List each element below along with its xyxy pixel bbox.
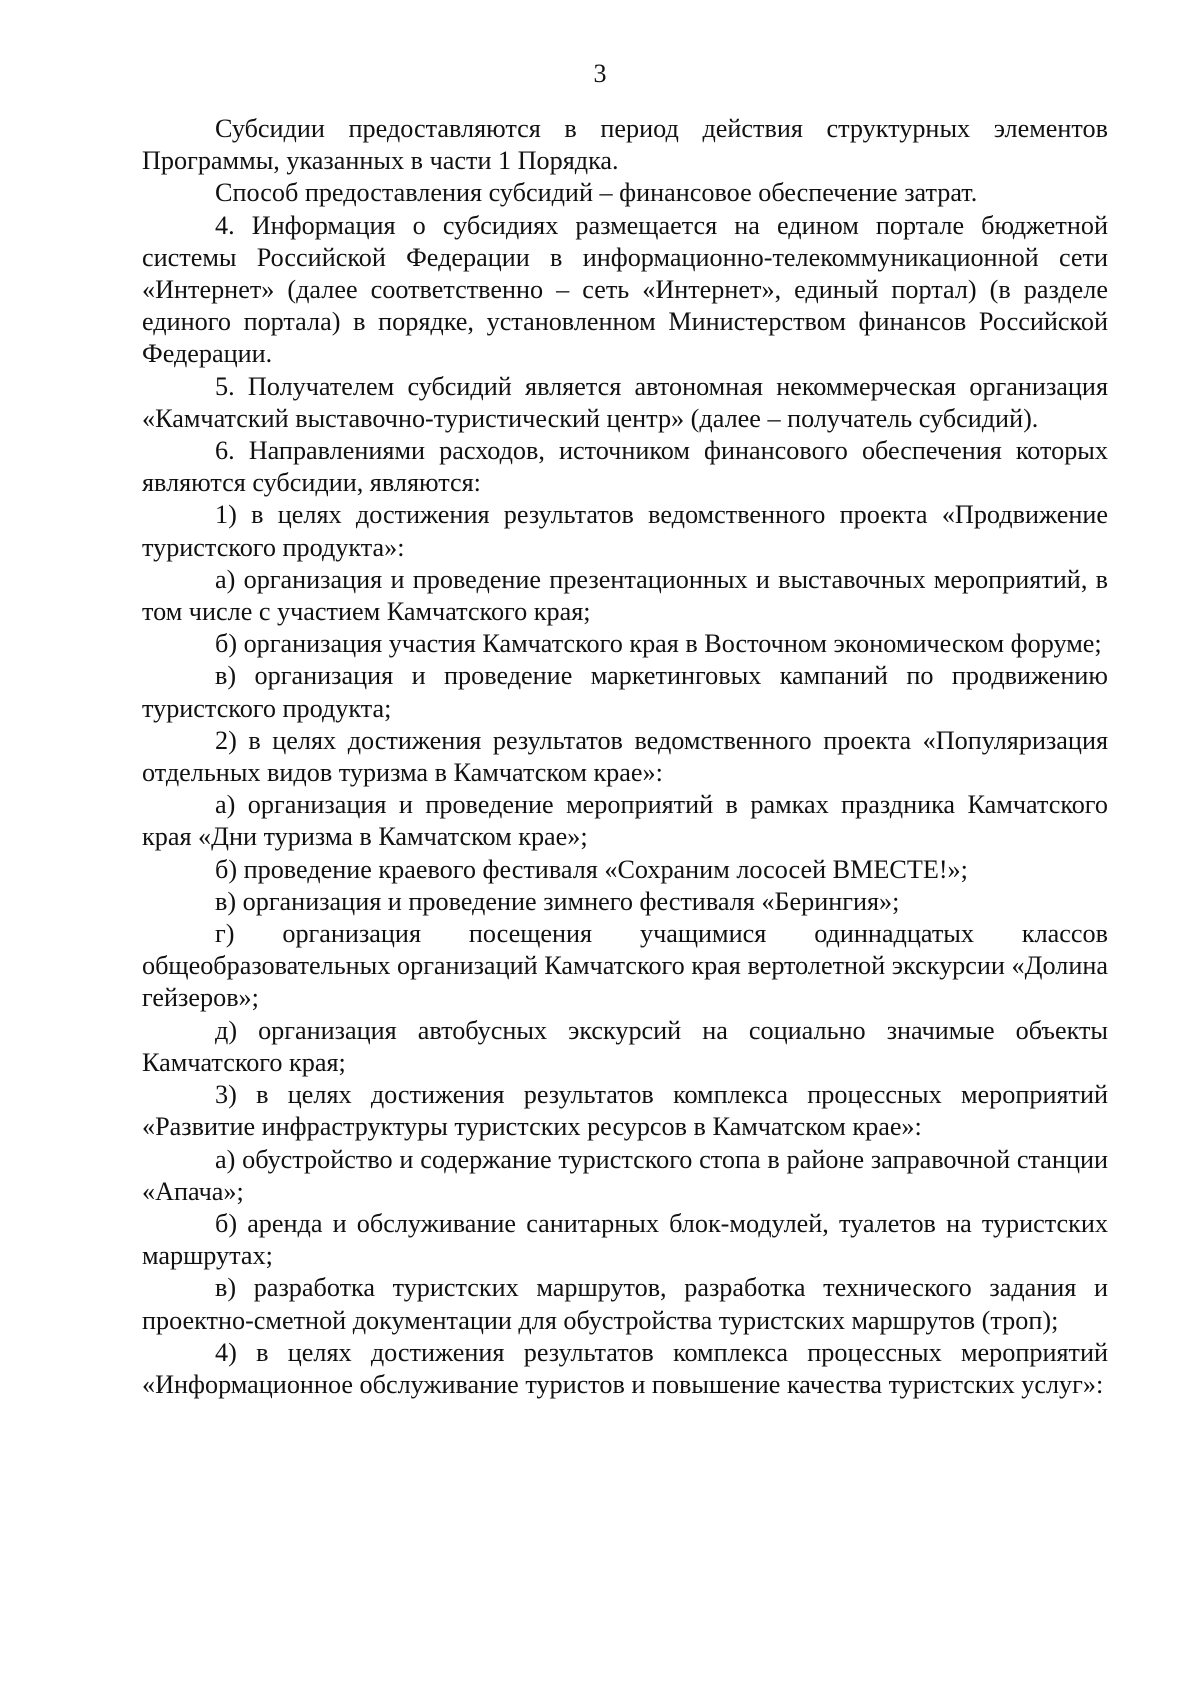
paragraph-subsidy-period: Субсидии предоставляются в период действия структурных элементов Программы, указанных в части 1 Порядка. xyxy=(142,114,1108,176)
item-3-infrastructure: 3) в целях достижения результатов комплекса процессных мероприятий «Развитие инфраструктуры туристских ресурсов в Камчатском крае»: xyxy=(142,1080,1108,1142)
page-number: 3 xyxy=(593,59,607,88)
item-2-tourism-popularization: 2) в целях достижения результатов ведомственного проекта «Популяризация отдельных видов туризма в Камчатском крае»: xyxy=(142,725,1108,788)
paragraph-4-information: 4. Информация о субсидиях размещается на едином портале бюджетной системы Российской Федерации в информационно-телекоммуникационной сети «Интернет» (далее соответственно – сеть «Интернет», единый портал) (в разделе единого портала) в порядке, установленном Министерством финансов Российской Федерации. xyxy=(142,210,1108,369)
item-3b: б) аренда и обслуживание санитарных блок-модулей, туалетов на туристских маршрутах; xyxy=(142,1208,1108,1271)
item-3c: в) разработка туристских маршрутов, разработка технического задания и проектно-сметной документации для обустройства туристских маршрутов (троп); xyxy=(142,1273,1108,1335)
paragraph-6-directions: 6. Направлениями расходов, источником финансового обеспечения которых являются субсидии, являются: xyxy=(142,436,1108,498)
document-body xyxy=(142,113,1108,1401)
paragraph-5-recipient: 5. Получателем субсидий является автономная некоммерческая организация «Камчатский выставочно-туристический центр» (далее – получатель субсидий). xyxy=(142,371,1108,433)
paragraph-subsidy-method: Способ предоставления субсидий – финансовое обеспечение затрат. xyxy=(215,178,978,208)
item-1b: б) организация участия Камчатского края в Восточном экономическом форуме; xyxy=(215,629,1102,659)
item-2c: в) организация и проведение зимнего фестиваля «Берингия»; xyxy=(215,886,900,916)
item-2b: б) проведение краевого фестиваля «Сохраним лососей ВМЕСТЕ!»; xyxy=(215,854,968,884)
item-2d: г) организация посещения учащимися одиннадцатых классов общеобразовательных организаций Камчатского края вертолетной экскурсии «Долина гейзеров»; xyxy=(142,919,1108,1013)
item-2e: д) организация автобусных экскурсий на социально значимые объекты Камчатского края; xyxy=(142,1015,1108,1077)
item-4-information-service: 4) в целях достижения результатов комплекса процессных мероприятий «Информационное обслуживание туристов и повышение качества туристских услуг»: xyxy=(142,1337,1108,1399)
item-1c: в) организация и проведение маркетинговых кампаний по продвижению туристского продукта; xyxy=(142,661,1108,723)
item-2a: а) организация и проведение мероприятий в рамках праздника Камчатского края «Дни туризма в Камчатском крае»; xyxy=(142,790,1108,852)
item-1-tourism-promotion: 1) в целях достижения результатов ведомственного проекта «Продвижение туристского продукта»: xyxy=(142,500,1108,562)
item-3a: а) обустройство и содержание туристского стопа в районе заправочной станции «Апача»; xyxy=(142,1144,1108,1206)
item-1a: а) организация и проведение презентационных и выставочных мероприятий, в том числе с участием Камчатского края; xyxy=(142,564,1108,627)
